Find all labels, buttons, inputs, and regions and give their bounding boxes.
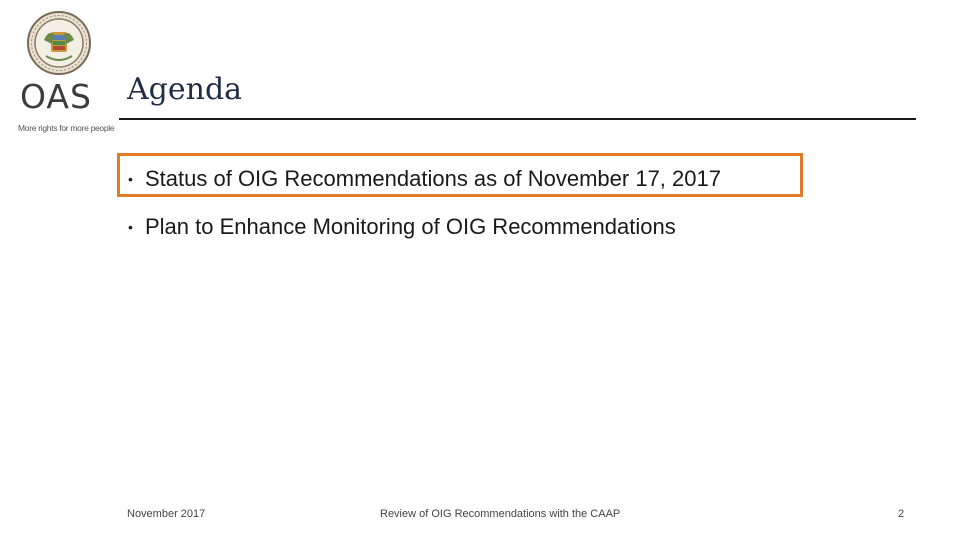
oas-seal-icon <box>26 10 92 76</box>
bullet-item <box>128 203 721 251</box>
title-divider <box>119 118 916 120</box>
bullet-text: Plan to Enhance Monitoring of OIG Recommendations <box>145 214 676 239</box>
oas-logo <box>14 10 115 133</box>
bullet-icon: • <box>128 219 133 235</box>
footer-date: November 2017 <box>127 508 206 520</box>
slide-title: Agenda <box>127 72 243 107</box>
logo-tagline: More rights for more people <box>18 123 115 133</box>
bullet-icon: • <box>128 171 133 187</box>
bullet-text: Status of OIG Recommendations as of November 17, 2017 <box>145 166 721 191</box>
logo-wordmark: OAS <box>20 77 92 116</box>
bullet-list <box>128 155 721 251</box>
bullet-item <box>128 155 721 203</box>
footer-title: Review of OIG Recommendations with the CAAP <box>380 508 621 520</box>
page-number: 2 <box>898 508 905 520</box>
